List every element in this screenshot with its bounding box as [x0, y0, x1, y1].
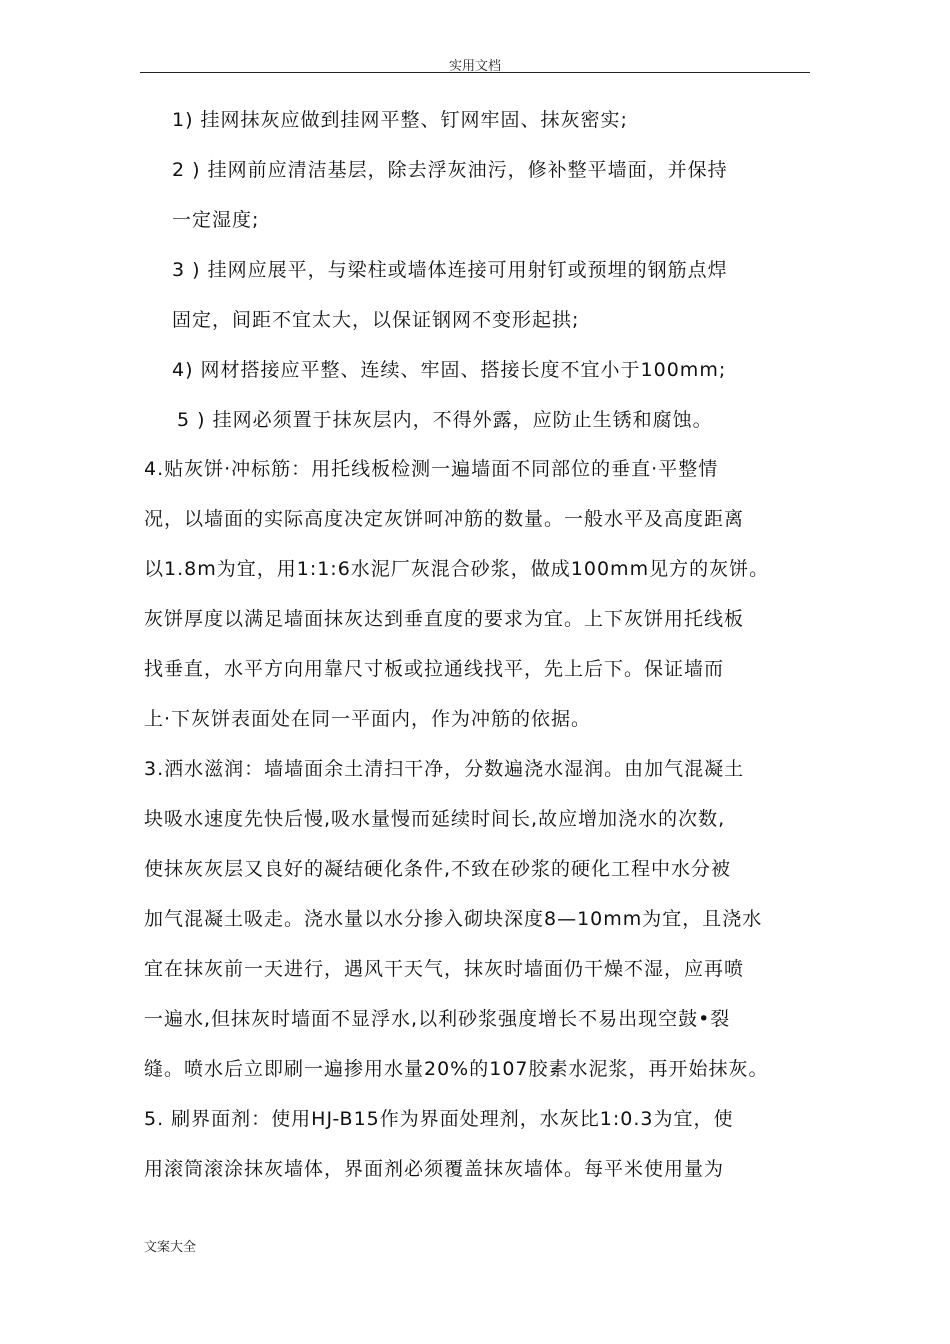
header-divider	[140, 72, 810, 73]
text-line: 块吸水速度先快后慢,吸水量慢而延续时间长,故应增加浇水的次数,	[144, 808, 726, 830]
text-line: 5. 刷界面剂：使用HJ-B15作为界面处理剂，水灰比1:0.3为宜，使	[144, 1108, 734, 1130]
text-line: 4.贴灰饼·冲标筋：用托线板检测一遍墙面不同部位的垂直·平整情	[144, 458, 719, 480]
text-line: 况，以墙面的实际高度决定灰饼呵冲筋的数量。一般水平及高度距离	[144, 508, 745, 530]
text-line: 2 ) 挂网前应清洁基层，除去浮灰油污，修补整平墙面，并保持	[172, 159, 728, 181]
page-footer: 文案大全	[144, 1240, 197, 1255]
text-line: 加气混凝土吸走。浇水量以水分掺入砌块深度8—10mm为宜，且浇水	[144, 908, 763, 930]
text-line: 3 ) 挂网应展平，与梁柱或墙体连接可用射钉或预埋的钢筋点焊	[172, 259, 728, 281]
text-line: 3.洒水滋润：墙墙面余土清扫干净，分数遍浇水湿润。由加气混凝土	[144, 758, 745, 780]
text-line: 4) 网材搭接应平整、连续、牢固、搭接长度不宜小于100mm;	[172, 359, 727, 381]
text-line: 固定，间距不宜太大，以保证钢网不变形起拱;	[172, 309, 580, 331]
text-line: 灰饼厚度以满足墙面抹灰达到垂直度的要求为宜。上下灰饼用托线板	[144, 608, 745, 630]
text-line: 使抹灰灰层又良好的凝结硬化条件,不致在砂浆的硬化工程中水分被	[144, 858, 732, 880]
text-line: 一遍水,但抹灰时墙面不显浮水,以利砂浆强度增长不易出现空鼓•裂	[144, 1008, 731, 1030]
page-header: 实用文档	[448, 59, 501, 74]
text-line: 一定湿度;	[172, 209, 260, 231]
text-line: 以1.8m为宜，用1:1:6水泥厂灰混合砂浆，做成100mm见方的灰饼。	[144, 558, 770, 580]
text-line: 宜在抹灰前一天进行，遇风干天气，抹灰时墙面仍干燥不湿，应再喷	[144, 958, 745, 980]
text-line: 1) 挂网抹灰应做到挂网平整、钉网牢固、抹灰密实;	[172, 109, 628, 131]
text-line: 用滚筒滚涂抹灰墙体，界面剂必须覆盖抹灰墙体。每平米使用量为	[144, 1158, 725, 1180]
text-line: 上·下灰饼表面处在同一平面内，作为冲筋的依据。	[144, 708, 592, 730]
text-line: 5 ) 挂网必须置于抹灰层内，不得外露，应防止生锈和腐蚀。	[177, 409, 713, 431]
text-line: 缝。喷水后立即刷一遍掺用水量20%的107胶素水泥浆，再开始抹灰。	[144, 1058, 769, 1080]
text-line: 找垂直，水平方向用靠尺寸板或拉通线找平，先上后下。保证墙而	[144, 658, 725, 680]
